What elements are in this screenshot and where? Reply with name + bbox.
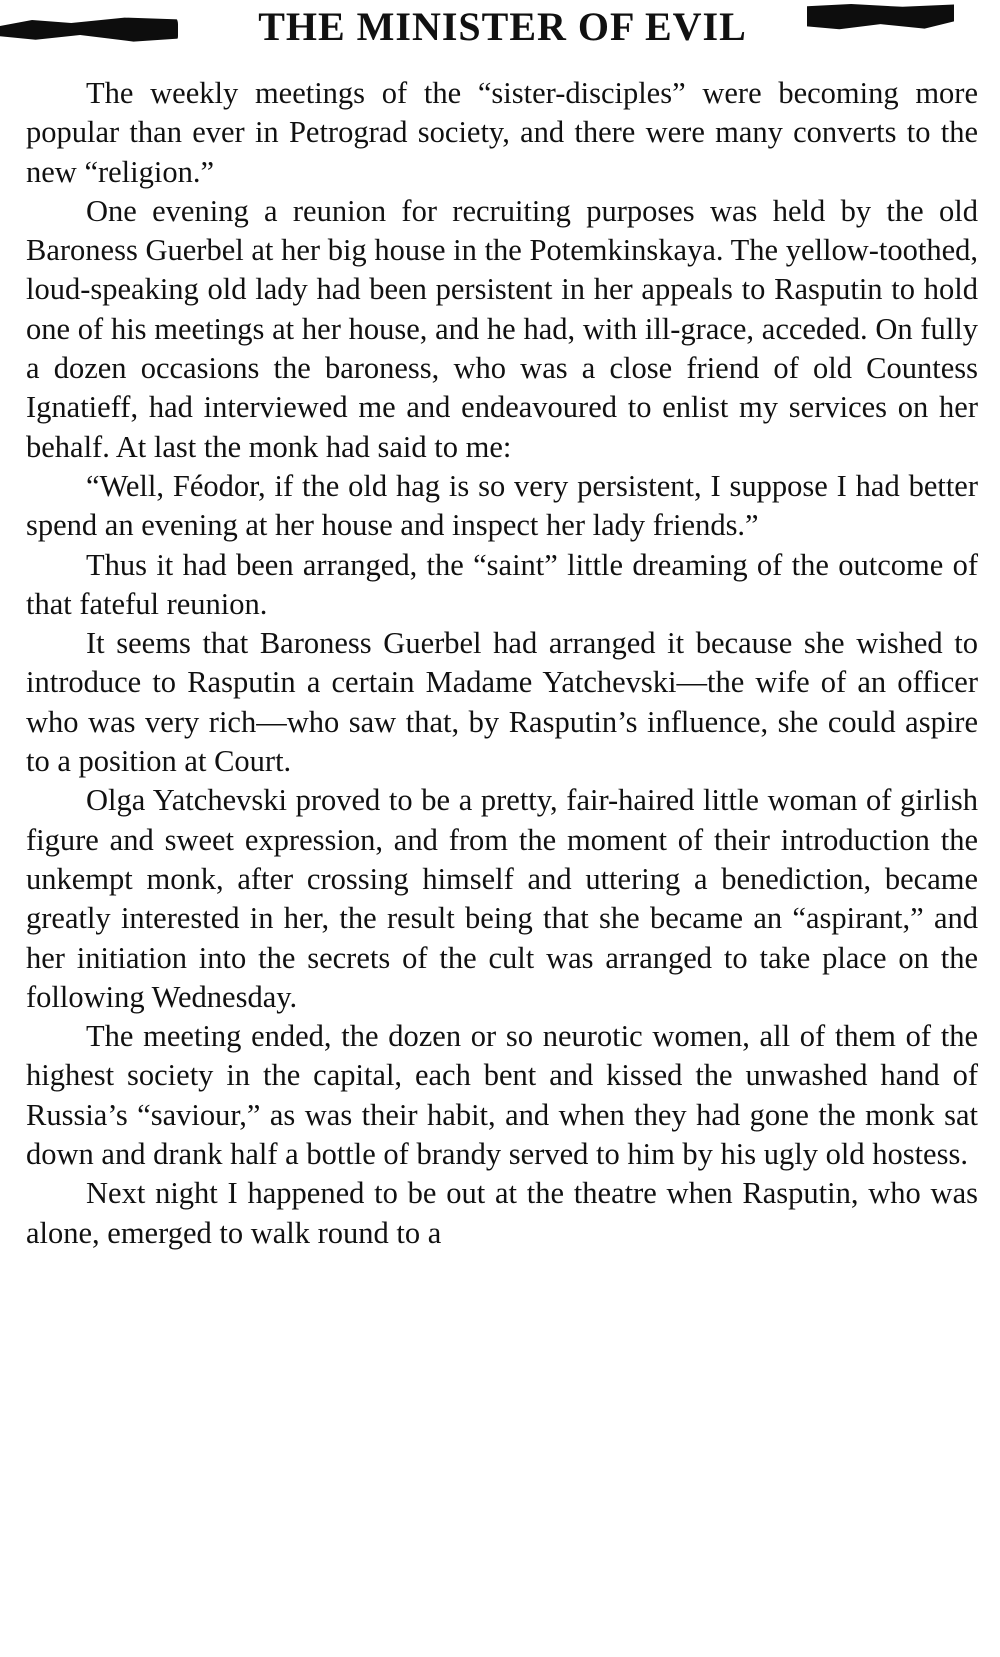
body-text bbox=[26, 74, 978, 1253]
paragraph: Next night I happened to be out at the theatre when Rasputin, who was alone, emerged to walk round to a bbox=[26, 1176, 978, 1250]
paragraph: One evening a reunion for recruiting purposes was held by the old Baroness Guerbel at her big house in the Potemkinskaya. The yellow-toothed, loud-speaking old lady had been persistent in her appeals to Rasputin to hold one of his meetings at her house, and he had, with ill-grace, acceded. On fully a dozen occasions the baroness, who was a close friend of old Countess Ignatieff, had interviewed me and endeavoured to enlist my services on her behalf. At last the monk had said to me: bbox=[26, 193, 978, 464]
page-title: THE MINISTER OF EVIL bbox=[258, 4, 747, 49]
running-header bbox=[0, 0, 1000, 62]
paragraph: The weekly meetings of the “sister-disciples” were becoming more popular than ever in Petrograd society, and there were many converts to the new “religion.” bbox=[26, 76, 978, 189]
paragraph: “Well, Féodor, if the old hag is so very persistent, I suppose I had better spend an evening at her house and inspect her lady friends.” bbox=[26, 468, 978, 543]
paragraph: The meeting ended, the dozen or so neurotic women, all of them of the highest society in the capital, each bent and kissed the unwashed hand of Russia’s “saviour,” as was their habit, and when they had gone the monk sat down and drank half a bottle of brandy served to him by his ugly old hostess. bbox=[26, 1019, 978, 1172]
header-rule-left bbox=[0, 14, 178, 44]
paragraph: It seems that Baroness Guerbel had arranged it because she wished to introduce to Rasputin a certain Madame Yatchevski—the wife of an officer who was very rich—who saw that, by Rasputin’s influence, she could aspire to a position at Court. bbox=[26, 626, 978, 779]
paragraph: Olga Yatchevski proved to be a pretty, fair-haired little woman of girlish figure and sweet expression, and from the moment of their introduction the unkempt monk, after crossing himself and uttering a benediction, became greatly interested in her, the result being that she became an “aspirant,” and her initiation into the secrets of the cult was arranged to take place on the following Wednesday. bbox=[26, 783, 978, 1014]
paragraph: Thus it had been arranged, the “saint” little dreaming of the outcome of that fateful reunion. bbox=[26, 547, 978, 621]
header-rule-right bbox=[807, 4, 954, 32]
